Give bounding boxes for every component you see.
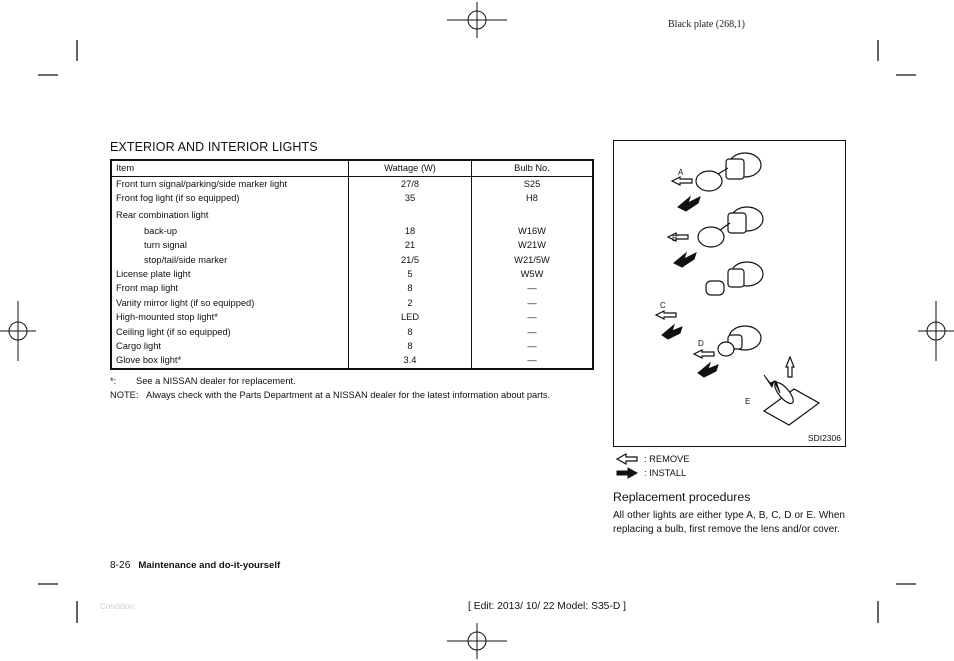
table-row xyxy=(111,296,593,310)
bulb-a-icon xyxy=(696,153,761,191)
table-cell-wattage: 8 xyxy=(349,325,472,339)
replacement-title: Replacement procedures xyxy=(613,490,751,504)
legend-remove xyxy=(616,452,689,466)
table-cell-wattage: 3.4 xyxy=(349,353,472,368)
table-cell-bulb: W21/5W xyxy=(472,253,594,267)
registration-target-top xyxy=(447,2,507,38)
header-wattage: Wattage (W) xyxy=(349,160,472,177)
table-cell-wattage: 5 xyxy=(349,267,472,281)
table-row xyxy=(111,281,593,295)
bulb-table xyxy=(110,159,594,370)
table-cell-item: Ceiling light (if so equipped) xyxy=(111,325,349,339)
arrow-legend xyxy=(616,452,689,480)
legend-install-label: : INSTALL xyxy=(644,468,687,478)
figure-label-e: E xyxy=(745,397,751,406)
table-cell-bulb: — xyxy=(472,310,594,324)
table-row xyxy=(111,325,593,339)
table-cell-wattage: 21 xyxy=(349,238,472,252)
table-cell-bulb: H8 xyxy=(472,191,594,205)
table-cell-item: Rear combination light xyxy=(111,206,349,224)
table-row xyxy=(111,339,593,353)
table-cell-item: Front turn signal/parking/side marker light xyxy=(111,177,349,192)
table-row xyxy=(111,253,593,267)
legend-install xyxy=(616,466,689,480)
table-row xyxy=(111,238,593,252)
table-cell-wattage: 2 xyxy=(349,296,472,310)
table-cell-wattage: 18 xyxy=(349,224,472,238)
table-cell-wattage xyxy=(349,206,472,224)
page-number: 8-26 xyxy=(110,560,131,571)
bulb-c-icon xyxy=(706,262,763,295)
table-header-row xyxy=(111,160,593,177)
table-row xyxy=(111,206,593,224)
figure-label-a: A xyxy=(678,168,684,177)
note-label: NOTE: xyxy=(110,390,139,400)
table-cell-bulb xyxy=(472,206,594,224)
table-cell-bulb: S25 xyxy=(472,177,594,192)
edit-line: [ Edit: 2013/ 10/ 22 Model: S35-D ] xyxy=(468,601,626,612)
table-cell-item: Front fog light (if so equipped) xyxy=(111,191,349,205)
condition-label: Condition: xyxy=(100,602,137,611)
table-cell-wattage: 8 xyxy=(349,339,472,353)
table-cell-wattage: 21/5 xyxy=(349,253,472,267)
bulb-b-icon xyxy=(698,207,763,247)
figure-label-d: D xyxy=(698,339,704,348)
legend-remove-label: : REMOVE xyxy=(644,454,690,464)
page-footer xyxy=(110,560,280,571)
table-body xyxy=(111,177,593,369)
table-cell-item: turn signal xyxy=(111,238,349,252)
asterisk-label: *: xyxy=(110,376,117,386)
bulb-illustration xyxy=(614,141,845,446)
table-cell-item: Cargo light xyxy=(111,339,349,353)
table-row xyxy=(111,267,593,281)
figure-label-c: C xyxy=(660,301,666,310)
table-cell-bulb: — xyxy=(472,325,594,339)
header-item: Item xyxy=(111,160,349,177)
section-title: EXTERIOR AND INTERIOR LIGHTS xyxy=(110,140,318,154)
figure-code: SDI2306 xyxy=(807,433,841,443)
figure-label-b: B xyxy=(672,234,678,243)
registration-target-bottom xyxy=(447,623,507,659)
install-arrow-icon xyxy=(616,467,638,479)
replacement-body: All other lights are either type A, B, C, D or E. When replacing a bulb, first remove the lens and/or cover. xyxy=(613,510,845,536)
table-cell-item: stop/tail/side marker xyxy=(111,253,349,267)
table-cell-item: Glove box light* xyxy=(111,353,349,368)
asterisk-text: See a NISSAN dealer for replacement. xyxy=(136,376,296,386)
table-row xyxy=(111,191,593,205)
header-bulb: Bulb No. xyxy=(472,160,594,177)
table-cell-wattage: 8 xyxy=(349,281,472,295)
table-cell-bulb: W16W xyxy=(472,224,594,238)
table-cell-item: High-mounted stop light* xyxy=(111,310,349,324)
table-cell-bulb: — xyxy=(472,339,594,353)
plate-label: Black plate (268,1) xyxy=(668,19,745,30)
table-row xyxy=(111,353,593,368)
table-cell-item: License plate light xyxy=(111,267,349,281)
table-cell-bulb: — xyxy=(472,296,594,310)
table-cell-bulb: W21W xyxy=(472,238,594,252)
table-row xyxy=(111,177,593,192)
table-cell-item: Front map light xyxy=(111,281,349,295)
bulb-d-icon xyxy=(718,326,761,356)
chapter-title: Maintenance and do-it-yourself xyxy=(138,560,281,571)
table-cell-bulb: — xyxy=(472,353,594,368)
table-row xyxy=(111,310,593,324)
parts-note xyxy=(110,390,550,400)
remove-arrow-icon xyxy=(616,453,638,465)
table-cell-wattage: 35 xyxy=(349,191,472,205)
registration-target-left xyxy=(0,301,36,361)
table-cell-item: back-up xyxy=(111,224,349,238)
table-cell-bulb: W5W xyxy=(472,267,594,281)
registration-target-right xyxy=(918,301,954,361)
table-cell-bulb: — xyxy=(472,281,594,295)
table-row xyxy=(111,224,593,238)
table-cell-wattage: LED xyxy=(349,310,472,324)
table-cell-item: Vanity mirror light (if so equipped) xyxy=(111,296,349,310)
table-cell-wattage: 27/8 xyxy=(349,177,472,192)
asterisk-note xyxy=(110,376,296,386)
note-text: Always check with the Parts Department at a NISSAN dealer for the latest information about parts. xyxy=(146,390,551,400)
bulb-types-figure xyxy=(613,140,846,447)
